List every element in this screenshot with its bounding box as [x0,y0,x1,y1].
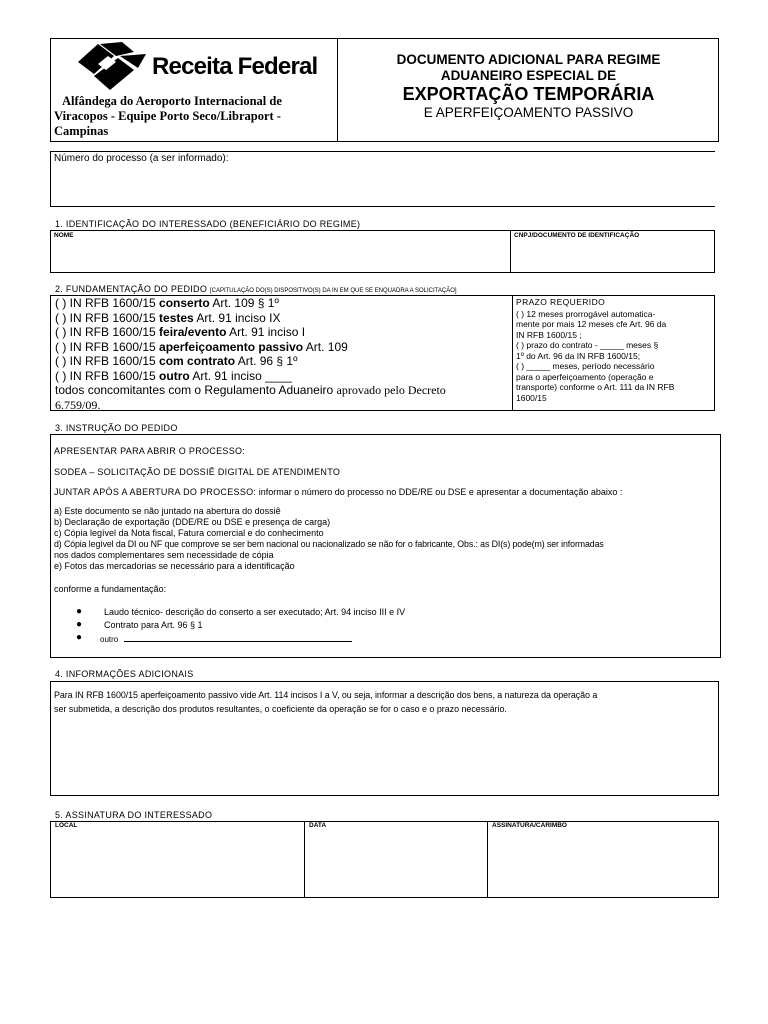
cnpj-field[interactable] [512,241,712,271]
name-label: NOME [54,232,74,239]
title-line: DOCUMENTO ADICIONAL PARA REGIME [396,52,661,67]
outro-blank-line[interactable] [124,633,352,642]
sodea-text: SODEA – SOLICITAÇÃO DE DOSSIÊ DIGITAL DE ATENDIMENTO [54,467,341,477]
doc-item: nos dados complementares sem necessidade de cópia [54,550,274,560]
prazo-requerido [516,297,714,403]
doc-item: b) Declaração de exportação (DDE/RE ou DSE e presença de carga) [54,517,331,527]
section1-divider [510,230,511,273]
local-field[interactable] [52,832,302,896]
option-feira-evento[interactable]: ( ) IN RFB 1600/15 feira/evento Art. 91 inciso I [55,325,306,339]
assinatura-field[interactable] [489,832,717,896]
bullet-item: ● Contrato para Art. 96 § 1 [76,619,203,630]
prazo-line[interactable]: ( ) _____ meses, período necessário [516,361,655,371]
doc-item: a) Este documento se não juntado na abertura do dossiê [54,506,281,516]
prazo-line[interactable]: ( ) prazo do contrato - _____ meses § [516,340,659,350]
prazo-line: 1600/15 [516,392,547,403]
instrucao-content [54,446,718,646]
process-left-rule [50,151,51,207]
info-line: ser submetida, a descrição dos produtos resultantes, o coeficiente da operação se for o caso e o prazo necessário. [54,704,507,714]
bullet-item: ● outro [54,633,718,646]
assinatura-label: ASSINATURA/CARIMBO [492,822,567,829]
informacoes-adicionais[interactable] [54,690,718,715]
section4-title: 4. INFORMAÇÕES ADICIONAIS [55,669,194,679]
agency-name [54,94,334,139]
section5-title: 5. ASSINATURA DO INTERESSADO [55,810,213,820]
juntar-text: JUNTAR APÓS A ABERTURA DO PROCESSO: informar o número do processo no DDE/RE ou DSE e apresentar a documentação abaixo : [54,487,623,497]
process-number-label: Número do processo (a ser informado): [54,153,229,164]
data-label: DATA [309,822,327,829]
title-line: ADUANEIRO ESPECIAL DE [440,68,617,83]
logo-text: Receita Federal [152,53,318,80]
section2-title-note: [CAPITULAÇÃO DO(S) DISPOSITIVO(S) DA IN EM QUE SE ENQUADRA A SOLICITAÇÃO] [209,288,457,294]
bullet-icon: ● [76,606,83,617]
bullet-item: ● Laudo técnico- descrição do conserto a ser executado; Art. 94 inciso III e IV [76,606,406,617]
title-main: EXPORTAÇÃO TEMPORÁRIA [402,84,655,104]
document-title [338,52,719,121]
bullet-icon: ● [76,619,83,630]
section2-title-text: 2. FUNDAMENTAÇÃO DO PEDIDO [55,284,208,294]
option-aperfeicoamento-passivo[interactable]: ( ) IN RFB 1600/15 aperfeiçoamento passivo Art. 109 [55,339,348,354]
section2-title [55,284,457,294]
prazo-line[interactable]: ( ) 12 meses prorrogável automatica- [516,308,656,319]
prazo-line: para o aperfeiçoamento (operação e [516,371,654,382]
data-field[interactable] [306,832,485,896]
cnpj-label: CNPJ/DOCUMENTO DE IDENTIFICAÇÃO [514,232,640,239]
title-line: E APERFEIÇOAMENTO PASSIVO [423,105,634,120]
section2-divider [512,295,513,411]
apresentar-heading: APRESENTAR PARA ABRIR O PROCESSO: [54,446,246,456]
agency-line: Alfândega do Aeroporto Internacional de [62,94,282,108]
prazo-line: mente por mais 12 meses cfe Art. 96 da [516,319,667,329]
section5-divider-2 [487,821,488,898]
process-number-field[interactable] [52,166,712,204]
section1-title: 1. IDENTIFICAÇÃO DO INTERESSADO (BENEFICIÁRIO DO REGIME) [55,219,361,229]
option-conserto[interactable]: ( ) IN RFB 1600/15 conserto Art. 109 § 1º [55,296,279,310]
section3-title: 3. INSTRUÇÃO DO PEDIDO [55,423,178,433]
receita-logo [76,42,326,94]
process-bottom-rule [50,206,715,207]
prazo-title: PRAZO REQUERIDO [516,297,606,307]
agency-line: Campinas [54,124,109,138]
receita-emblem-icon [76,42,148,92]
option-outro[interactable]: ( ) IN RFB 1600/15 outro Art. 91 inciso ____ [55,368,292,383]
name-field[interactable] [52,241,507,271]
doc-item: d) Cópia legível da DI ou NF que comprove se ser bem nacional ou nacionalizado se não for o fabricante, Obs.: as DI(s) pode(m) ser informadas [54,539,604,549]
doc-item: e) Fotos das mercadorias se necessário para a identificação [54,561,295,571]
local-label: LOCAL [55,822,78,829]
prazo-line: transporte) conforme o Art. 111 da IN RFB [516,382,675,392]
bullet-icon: ● [76,632,83,643]
agency-line: Viracopos - Equipe Porto Seco/Libraport - [54,109,281,123]
regulamento-note: todos concomitantes com o Regulamento Aduaneiro aprovado pelo Decreto [55,383,446,397]
decreto-number: 6.759/09. [55,397,101,412]
process-top-rule [50,151,715,152]
doc-item: c) Cópia legível da Nota fiscal, Fatura comercial e do conhecimento [54,528,324,538]
section5-divider-1 [304,821,305,898]
option-testes[interactable]: ( ) IN RFB 1600/15 testes Art. 91 inciso IX [55,310,281,325]
option-com-contrato[interactable]: ( ) IN RFB 1600/15 com contrato Art. 96 § 1º [55,354,298,368]
fundamentacao-options [55,296,510,412]
conforme-text: conforme a fundamentação: [54,584,167,594]
info-line: Para IN RFB 1600/15 aperfeiçoamento passivo vide Art. 114 incisos I a V, ou seja, informar a descrição dos bens, a natureza da operação a [54,690,598,700]
prazo-line: IN RFB 1600/15 ; [516,329,582,340]
prazo-line: 1º do Art. 96 da IN RFB 1600/15; [516,350,641,361]
